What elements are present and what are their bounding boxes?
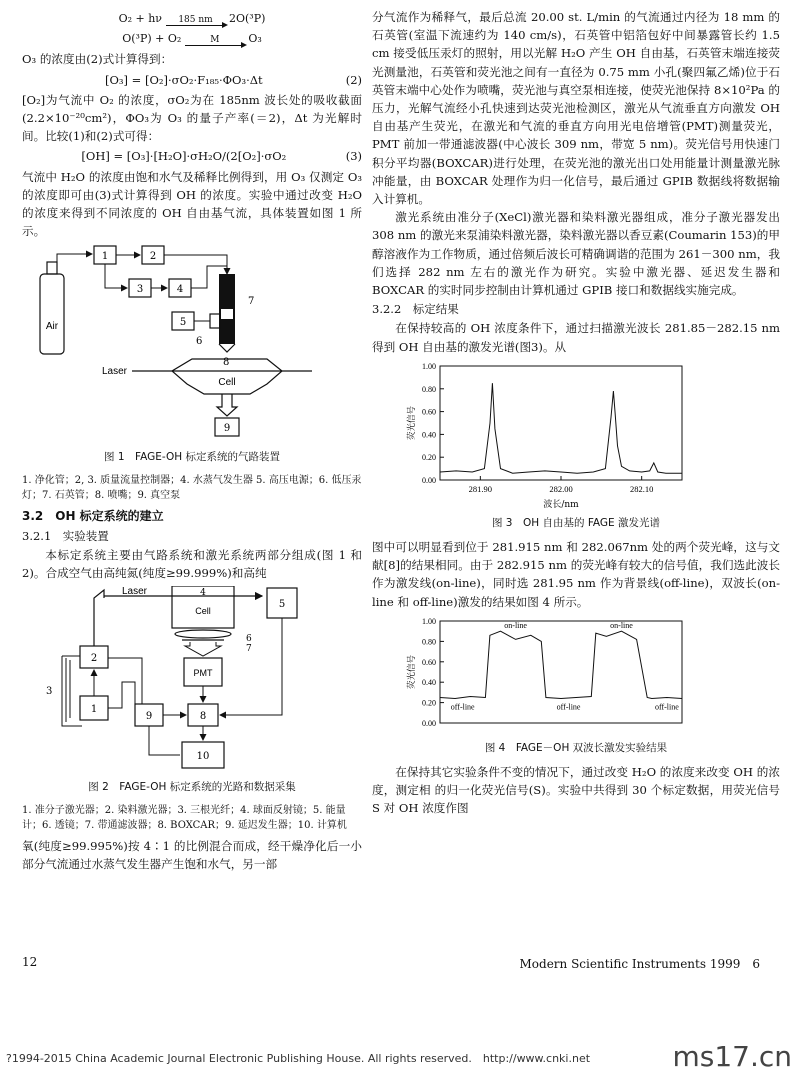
filter-label: 7	[246, 644, 252, 655]
equation-2	[22, 71, 362, 89]
equation-3-body: [OH] = [O₃]·[H₂O]·σH₂O/(2[O₂]·σO₂	[81, 149, 287, 164]
section-heading-3-2: 3.2 OH 标定系统的建立	[22, 508, 164, 523]
reaction-1	[22, 10, 362, 28]
box-2-label: 2	[149, 251, 157, 263]
box-9-label: 9	[145, 711, 153, 723]
equation-2-number: (2)	[345, 72, 362, 87]
figure-1-legend: 1. 净化管；2, 3. 质量流量控制器；4. 水蒸气发生器 5. 高压电源；6. 低压汞灯；7. 石英管；8. 喷嘴；9. 真空泵	[22, 474, 362, 501]
watermark-text: ms17.cn	[672, 1040, 792, 1073]
laser-label: Laser	[102, 366, 128, 378]
air-label: Air	[45, 321, 59, 333]
y-tick-label: 0.60	[422, 657, 436, 667]
reaction-2-condition: M	[210, 35, 220, 46]
lamp-label: 6	[196, 336, 203, 348]
laser-label: Laser	[122, 586, 148, 598]
figure-2-diagram	[22, 586, 362, 774]
annotation-label: off-line	[556, 702, 581, 712]
figure-1-caption: 图 1 FAGE-OH 标定系统的气路装置	[104, 451, 280, 464]
page-number: 12	[22, 955, 38, 969]
left-column	[22, 8, 362, 873]
figure-3-caption: 图 3 OH 自由基的 FAGE 激发光谱	[491, 516, 661, 529]
figure-4-chart	[402, 615, 780, 735]
spectrum-line	[440, 383, 682, 473]
y-tick-label: 1.00	[422, 361, 436, 371]
box-4-label: 4	[176, 284, 184, 296]
figure-3-chart	[402, 360, 780, 510]
reaction-2-left: O(³P) + O₂	[122, 32, 182, 46]
x-axis-label: 波长/nm	[543, 499, 579, 510]
nozzle-label: 8	[223, 357, 230, 369]
section-heading-3-2-1: 3.2.1 实验装置	[22, 528, 109, 543]
figure-2-legend: 1. 准分子激光器；2. 染料激光器；3. 三根光纤；4. 球面反射镜；5. 能量计；6. 透镜；7. 带通滤波器；8. BOXCAR；9. 延迟发生器；10. 计算机	[22, 804, 347, 831]
y-tick-label: 0.40	[422, 678, 436, 688]
equation-3-number: (3)	[345, 149, 362, 164]
mercury-lamp	[210, 314, 220, 328]
lens-label: 6	[246, 634, 252, 645]
y-tick-label: 0.40	[422, 430, 436, 440]
paragraph: [O₂]为气流中 O₂ 的浓度，σO₂为在 185nm 波长处的吸收截面(2.2×10⁻²⁰cm²)，ΦO₃为 O₃ 的量子产率(＝2)，Δt 为光解时间。比较(1)和(2)式可得：	[22, 92, 362, 144]
y-tick-label: 0.60	[422, 407, 436, 417]
y-tick-label: 0.80	[422, 384, 436, 394]
figure-2-caption: 图 2 FAGE-OH 标定系统的光路和数据采集	[88, 781, 296, 794]
box-8-label: 8	[199, 711, 207, 723]
x-tick-label: 282.00	[549, 483, 573, 494]
box-2-label: 2	[90, 653, 98, 665]
figure-1-diagram	[22, 244, 362, 444]
reaction-1-condition: 185 nm	[178, 15, 213, 25]
paragraph: 图中可以明显看到位于 281.915 nm 和 282.067nm 处的两个荧光峰，这与文献[8]的结果相同。由于 282.915 nm 的荧光峰有较大的信号值，我们选此波长作为激发线(on-line)，同时选 281.95 nm 作为背景线(off-line)，双波长(on-line 和 off-line)激发的结果如图 4 所示。	[372, 540, 780, 609]
journal-footer: Modern Scientific Instruments 1999 6	[519, 957, 760, 971]
pmt-label: PMT	[193, 668, 213, 679]
annotation-label: off-line	[450, 702, 475, 712]
reaction-1-right: 2O(³P)	[229, 12, 266, 25]
y-tick-label: 0.00	[422, 718, 436, 728]
annotation-label: on-line	[504, 620, 527, 630]
section-heading-3-2-2: 3.2.2 标定结果	[372, 302, 459, 317]
box-1-label: 1	[90, 704, 98, 716]
paragraph: 氧(纯度≥99.995%)按 4∶1 的比例混合而成，经干燥净化后一小部分气流通过水蒸气发生器产生饱和水气，另一部	[22, 838, 362, 871]
equation-2-body: [O₃] = [O₂]·σO₂·F₁₈₅·ΦO₃·Δt	[105, 72, 263, 87]
paragraph: 在保持较高的 OH 浓度条件下，通过扫描激光波长 281.85－282.15 nm 得到 OH 自由基的激发光谱(图3)。从	[372, 321, 780, 354]
paragraph: 气流中 H₂O 的浓度由饱和水气及稀释比例得到，用 O₃ 仅测定 O₃ 的浓度即可由(3)式计算得到 OH 的浓度。实验中通过改变 H₂O 的浓度来得到不同浓度的 OH 自由基气流，具体装置如图 1 所示。	[22, 169, 362, 239]
box-5-label: 5	[278, 599, 286, 611]
figure-4-caption: 图 4 FAGE－OH 双波长激发实验结果	[484, 741, 668, 754]
pump-label: 9	[223, 423, 231, 435]
y-tick-label: 0.20	[422, 453, 436, 463]
tube-label: 7	[248, 296, 255, 308]
fiber-label: 3	[46, 686, 53, 698]
y-axis-label: 荧光信号	[407, 405, 417, 440]
right-column	[372, 8, 780, 818]
box-3-label: 3	[136, 284, 144, 296]
prism	[94, 590, 104, 632]
reaction-2-right: O₃	[248, 32, 262, 46]
x-tick-label: 281.90	[468, 483, 493, 494]
x-tick-label: 282.10	[629, 483, 654, 494]
air-cylinder	[40, 262, 64, 354]
box-4-label: 4	[200, 588, 206, 599]
equation-3	[22, 147, 362, 165]
y-tick-label: 0.80	[422, 637, 436, 647]
box-1-label: 1	[101, 251, 109, 263]
paragraph: 在保持其它实验条件不变的情况下，通过改变 H₂O 的浓度来改变 OH 的浓度，测定相 的归一化荧光信号(S)。实验中共得到 30 个标定数据，用荧光信号 S 对 OH 浓度作图	[372, 765, 780, 816]
y-axis-label: 荧光信号	[407, 654, 417, 689]
y-tick-label: 1.00	[422, 616, 436, 626]
annotation-label: off-line	[654, 702, 679, 712]
reaction-1-left: O₂ + hν	[118, 12, 162, 25]
paragraph: 本标定系统主要由气路系统和激光系统两部分组成(图 1 和 2)。合成空气由高纯氮(纯度≥99.999%)和高纯	[22, 548, 362, 581]
paragraph: O₃ 的浓度由(2)式计算得到：	[22, 52, 173, 67]
box-10-label: 10	[196, 751, 210, 763]
excitation-spectrum-chart	[402, 360, 742, 510]
dual-wavelength-chart	[402, 615, 742, 735]
cell-label: Cell	[218, 377, 236, 389]
cell-label: Cell	[195, 606, 211, 617]
lens	[175, 630, 231, 638]
plot-frame	[440, 366, 682, 480]
reaction-2	[22, 30, 362, 48]
copyright-line: ?1994-2015 China Academic Journal Electronic Publishing House. All rights reserved. http://www.cnki.net	[6, 1052, 591, 1065]
box-5-label: 5	[179, 317, 187, 329]
y-tick-label: 0.00	[422, 475, 436, 485]
paragraph: 激光系统由准分子(XeCl)激光器和染料激光器组成，准分子激光器发出 308 nm 的激光来泵浦染料激光器，染料激光器以香豆素(Coumarin 153)的甲醇溶液作为工作物质，通过倍频后波长可精确调谐的范围为 261－300 nm，我们选择 282 nm 左右的激光作为研究。实验中激光器、延迟发生器和 BOXCAR 的实时同步控制由计算机通过 GPIB 接口和数据线实施完成。	[372, 210, 780, 298]
y-tick-label: 0.20	[422, 698, 436, 708]
annotation-label: on-line	[610, 620, 633, 630]
signal-line	[440, 631, 682, 698]
paragraph: 分气流作为稀释气，最后总流 20.00 st. L/min 的气流通过内径为 18 mm 的石英管(室温下流速约为 140 cm/s)，石英管中铝箔包好中间暴露管长约 1.5 cm 接受低压汞灯的照射，用以光解 H₂O 产生 OH 自由基，石英管末端连接荧光测量池，石英管和荧光池之间有一直径为 0.75 mm 小孔(聚四氟乙烯)位于石英管末端中心处作为喷嘴，荧光池与真空泵相连接，使荧光池保持 8×10²Pa 的压力，光解气流经小孔快速到达荧光池检测区，激光从气流垂直方向激发 OH 自由基产生荧光，在激光和气流的垂直方向用光电倍增管(PMT)测量荧光，PMT 前加一带通滤波器(中心波长 309 nm，带宽 5 nm)。荧光信号用快速门积分平均器(BOXCAR)进行处理，在荧光池的激光出口处用能量计测量激光脉冲能量，由 BOXCAR 处理作为归一化信号，最后通过 GPIB 数据线将数据输入计算机。	[372, 10, 780, 207]
